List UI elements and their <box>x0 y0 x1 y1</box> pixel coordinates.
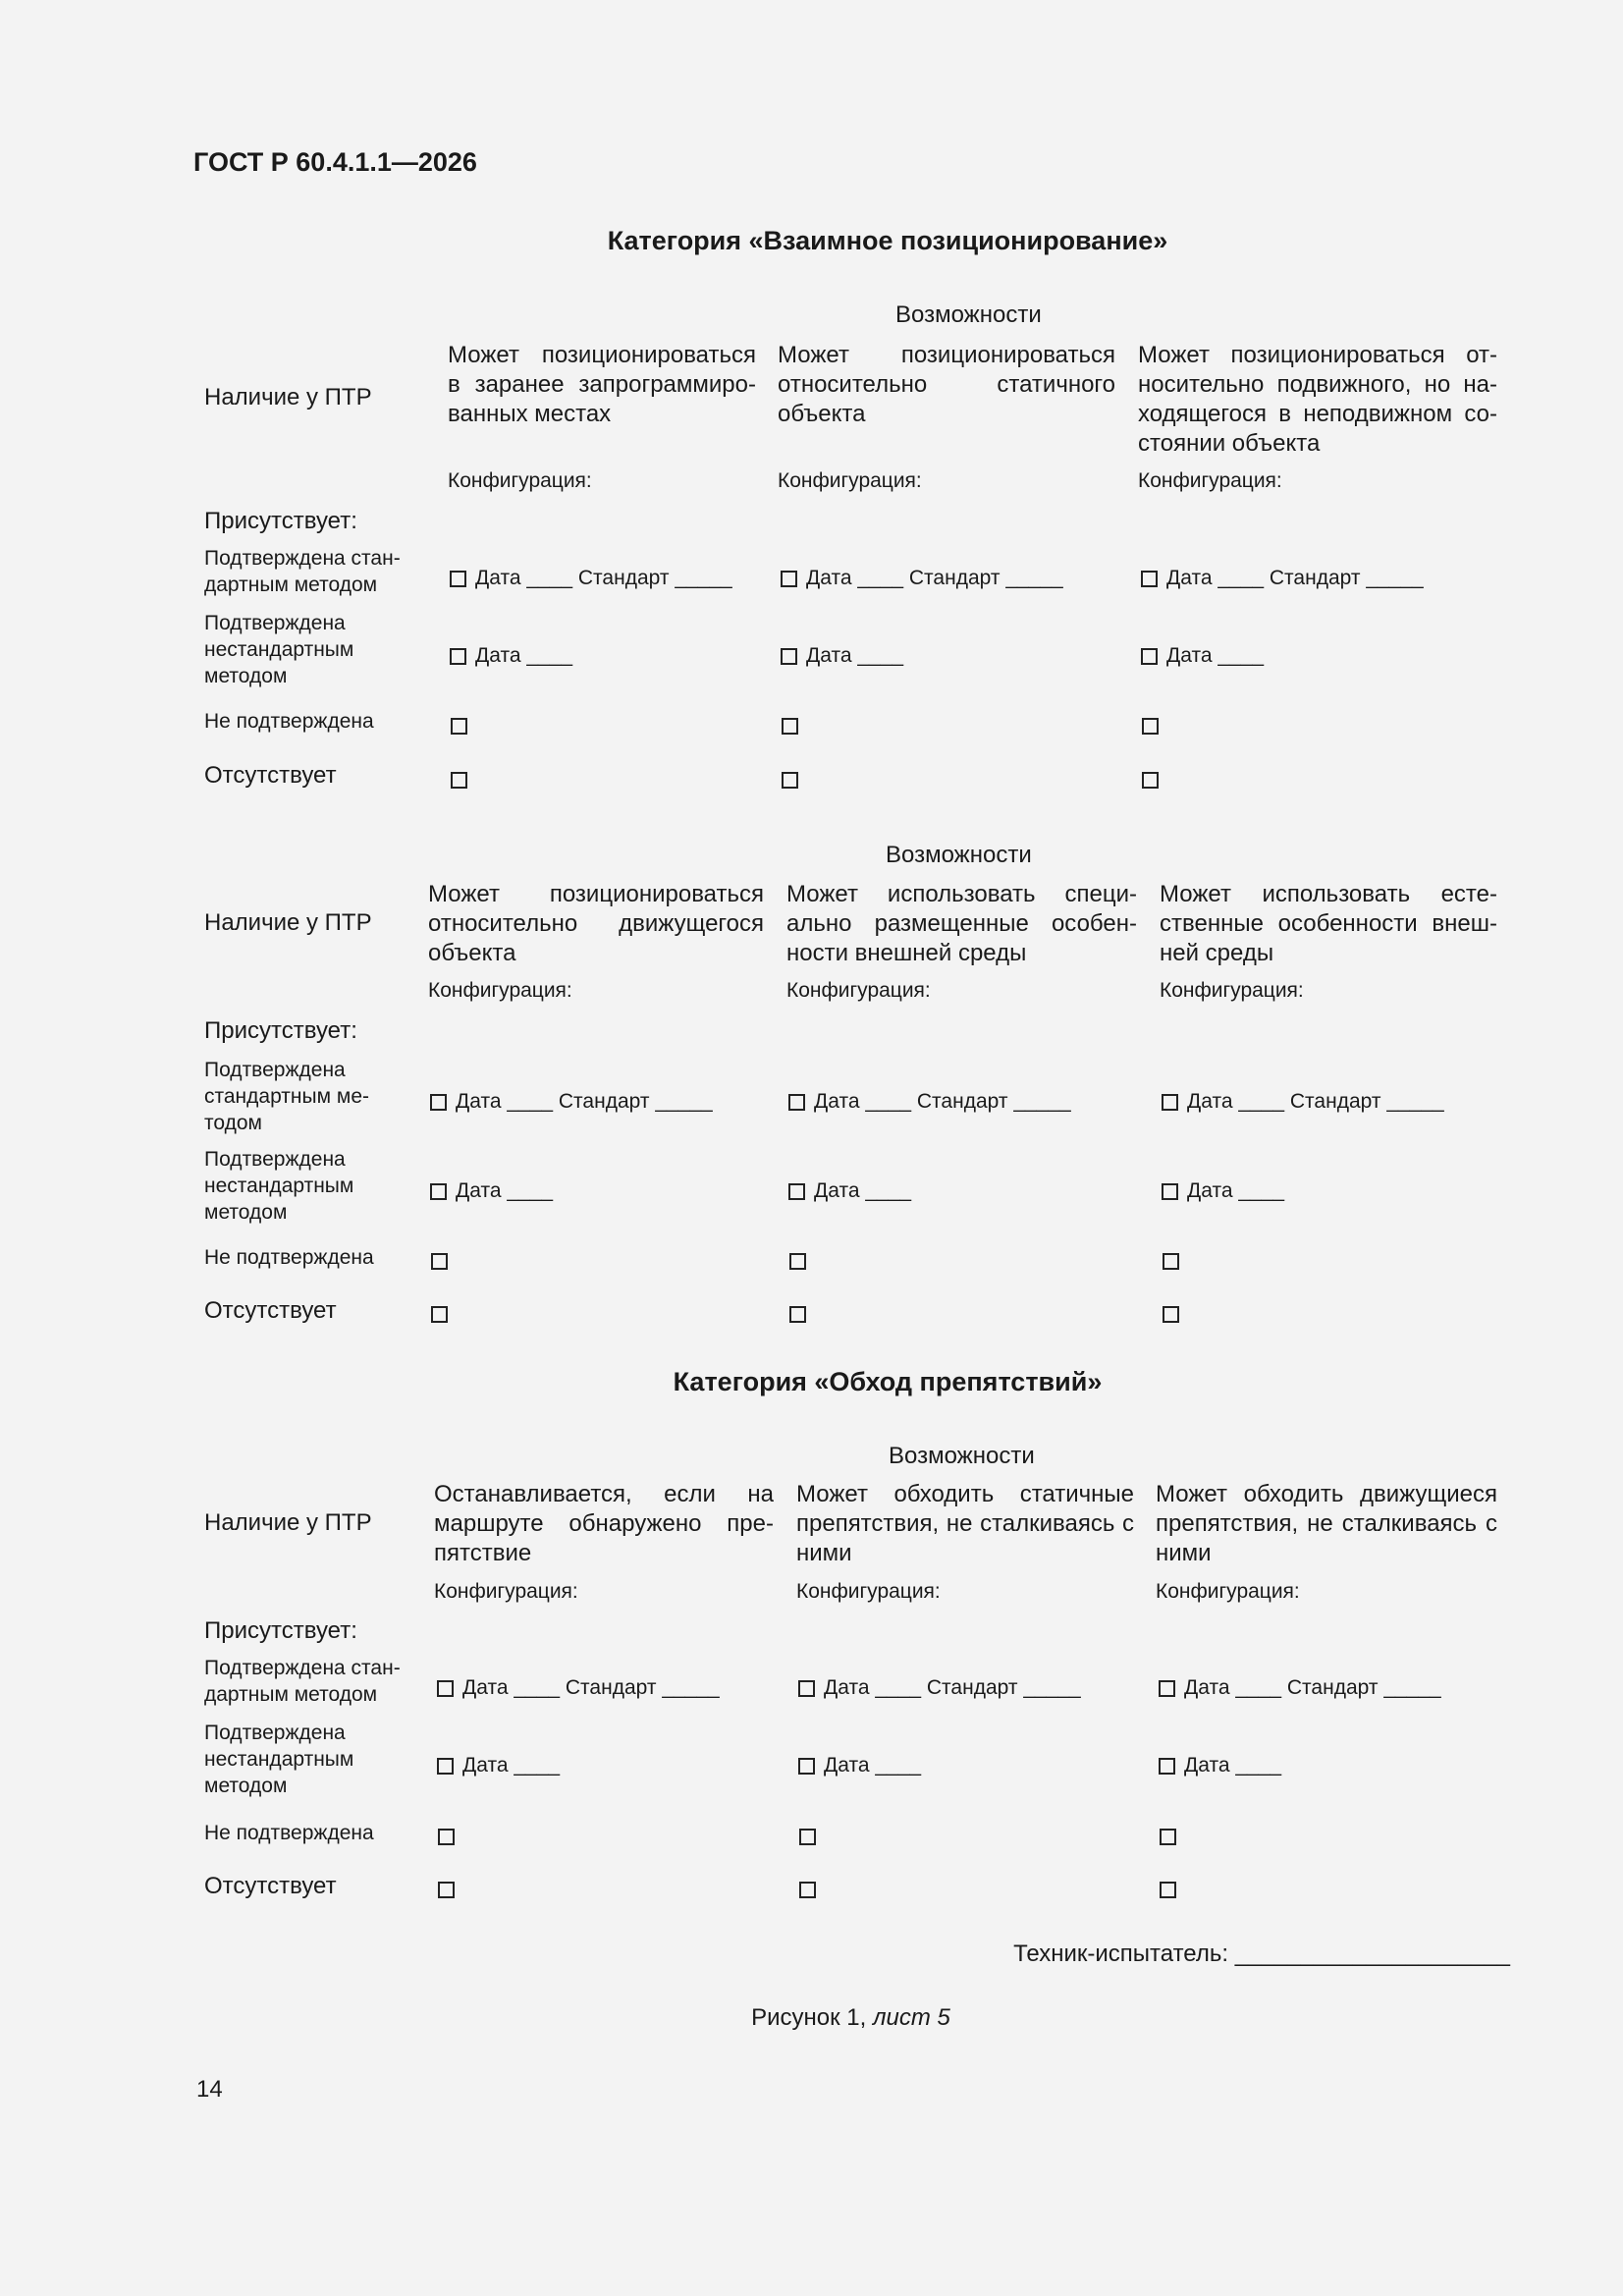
confirm-standard-entry <box>1159 1676 1441 1700</box>
absent-checkbox[interactable] <box>782 772 798 789</box>
capabilities-caption: Возможности <box>895 301 1042 328</box>
confirm-nonstandard-entry <box>781 644 903 668</box>
category-title-obstacles: Категория «Обход препятствий» <box>673 1367 1103 1396</box>
date-text: Дата ____ <box>475 644 573 667</box>
capabilities-caption: Возможности <box>886 842 1032 868</box>
checkbox[interactable] <box>1162 1183 1178 1200</box>
not-confirmed-checkbox[interactable] <box>1163 1253 1179 1270</box>
date-text: Дата ____ <box>814 1179 912 1202</box>
row-label-not-confirmed: Не подтверждена <box>204 1822 374 1844</box>
not-confirmed-checkbox[interactable] <box>1142 718 1159 735</box>
capability-column-2: Может обходить статичные препятствия, не сталкиваясь с ними <box>796 1481 1134 1566</box>
absent-checkbox[interactable] <box>431 1306 448 1323</box>
confirm-standard-entry <box>788 1090 1071 1114</box>
not-confirmed-checkbox[interactable] <box>1160 1829 1176 1845</box>
absent-checkbox[interactable] <box>799 1882 816 1898</box>
configuration-label: Конфигурация: <box>434 1580 578 1603</box>
confirm-standard-entry <box>437 1676 720 1700</box>
configuration-label: Конфигурация: <box>796 1580 941 1603</box>
date-text: Дата ____ <box>462 1754 561 1777</box>
checkbox[interactable] <box>437 1758 454 1775</box>
confirm-nonstandard-entry <box>450 644 572 668</box>
date-text: Дата ____ <box>806 644 904 667</box>
configuration-label: Конфигурация: <box>1156 1580 1300 1603</box>
row-label-absent: Отсутствует <box>204 1297 337 1324</box>
confirm-standard-entry <box>1141 567 1424 590</box>
category-title-positioning: Категория «Взаимное позиционирование» <box>607 226 1168 255</box>
checkbox[interactable] <box>781 571 797 587</box>
absent-checkbox[interactable] <box>789 1306 806 1323</box>
checkbox[interactable] <box>1159 1680 1175 1697</box>
checkbox[interactable] <box>1141 648 1158 665</box>
capability-column-1: Может позиционироваться относительно движущегося объекта <box>428 881 764 966</box>
row-label-confirmed-nonstandard: Подтверждена нестандартным методом <box>204 1148 354 1224</box>
not-confirmed-checkbox[interactable] <box>799 1829 816 1845</box>
confirm-nonstandard-entry <box>430 1179 553 1203</box>
checkbox[interactable] <box>450 648 466 665</box>
row-label-confirmed-standard: Подтверждена стандартным ме-тодом <box>204 1059 369 1134</box>
figure-caption-prefix: Рисунок 1, <box>751 2004 873 2031</box>
checkbox[interactable] <box>1141 571 1158 587</box>
confirm-standard-entry <box>798 1676 1081 1700</box>
present-label: Присутствует: <box>204 508 357 534</box>
present-label: Присутствует: <box>204 1017 357 1044</box>
confirm-nonstandard-entry <box>788 1179 911 1203</box>
checkbox[interactable] <box>781 648 797 665</box>
presence-label: Наличие у ПТР <box>204 909 372 936</box>
date-standard-text: Дата ____ Стандарт _____ <box>1184 1676 1441 1699</box>
date-standard-text: Дата ____ Стандарт _____ <box>1166 567 1424 589</box>
row-label-not-confirmed: Не подтверждена <box>204 1246 374 1269</box>
date-standard-text: Дата ____ Стандарт _____ <box>1187 1090 1444 1113</box>
configuration-label: Конфигурация: <box>1160 979 1304 1002</box>
date-standard-text: Дата ____ Стандарт _____ <box>814 1090 1071 1113</box>
checkbox[interactable] <box>1162 1094 1178 1111</box>
configuration-label: Конфигурация: <box>778 469 922 492</box>
absent-checkbox[interactable] <box>438 1882 455 1898</box>
checkbox[interactable] <box>1159 1758 1175 1775</box>
date-standard-text: Дата ____ Стандарт _____ <box>806 567 1063 589</box>
capability-column-1: Останавливается, если на маршруте обнаружено пре-пятствие <box>434 1481 774 1566</box>
date-text: Дата ____ <box>1166 644 1265 667</box>
date-text: Дата ____ <box>1184 1754 1282 1777</box>
capability-column-3: Может обходить движущиеся препятствия, не сталкиваясь с ними <box>1156 1481 1497 1566</box>
capability-column-3: Может использовать есте-ственные особенности внеш-ней среды <box>1160 881 1497 966</box>
absent-checkbox[interactable] <box>451 772 467 789</box>
capability-column-1: Может позиционироваться в заранее запрограммиро-ванных местах <box>448 342 756 427</box>
date-standard-text: Дата ____ Стандарт _____ <box>456 1090 713 1113</box>
date-text: Дата ____ <box>824 1754 922 1777</box>
checkbox[interactable] <box>437 1680 454 1697</box>
confirm-standard-entry <box>781 567 1063 590</box>
row-label-confirmed-nonstandard: Подтверждена нестандартным методом <box>204 1722 354 1797</box>
date-text: Дата ____ <box>1187 1179 1285 1202</box>
not-confirmed-checkbox[interactable] <box>782 718 798 735</box>
confirm-nonstandard-entry <box>437 1754 560 1777</box>
capability-column-2: Может позиционироваться относительно статичного объекта <box>778 342 1115 427</box>
page-number: 14 <box>196 2076 223 2103</box>
row-label-confirmed-standard: Подтверждена стан-дартным методом <box>204 547 401 596</box>
row-label-absent: Отсутствует <box>204 762 337 789</box>
row-label-absent: Отсутствует <box>204 1873 337 1899</box>
date-standard-text: Дата ____ Стандарт _____ <box>475 567 732 589</box>
capability-column-2: Может использовать специ-ально размещенные особен-ности внешней среды <box>786 881 1137 966</box>
confirm-nonstandard-entry <box>1162 1179 1284 1203</box>
capabilities-caption: Возможности <box>889 1443 1035 1469</box>
technician-signature-line: Техник-испытатель: _____________________ <box>1013 1941 1510 1967</box>
confirm-nonstandard-entry <box>1159 1754 1281 1777</box>
not-confirmed-checkbox[interactable] <box>789 1253 806 1270</box>
absent-checkbox[interactable] <box>1160 1882 1176 1898</box>
configuration-label: Конфигурация: <box>786 979 931 1002</box>
present-label: Присутствует: <box>204 1617 357 1644</box>
row-label-confirmed-standard: Подтверждена стан-дартным методом <box>204 1657 401 1706</box>
row-label-not-confirmed: Не подтверждена <box>204 710 374 733</box>
figure-caption-sheet: лист 5 <box>872 2004 950 2031</box>
figure-caption <box>0 2004 1623 2032</box>
date-standard-text: Дата ____ Стандарт _____ <box>824 1676 1081 1699</box>
date-text: Дата ____ <box>456 1179 554 1202</box>
configuration-label: Конфигурация: <box>428 979 572 1002</box>
confirm-nonstandard-entry <box>798 1754 921 1777</box>
document-id: ГОСТ Р 60.4.1.1—2026 <box>193 147 477 177</box>
checkbox[interactable] <box>430 1094 447 1111</box>
confirm-standard-entry <box>1162 1090 1444 1114</box>
absent-checkbox[interactable] <box>1142 772 1159 789</box>
not-confirmed-checkbox[interactable] <box>438 1829 455 1845</box>
confirm-standard-entry <box>450 567 732 590</box>
configuration-label: Конфигурация: <box>1138 469 1282 492</box>
checkbox[interactable] <box>430 1183 447 1200</box>
absent-checkbox[interactable] <box>1163 1306 1179 1323</box>
checkbox[interactable] <box>450 571 466 587</box>
configuration-label: Конфигурация: <box>448 469 592 492</box>
date-standard-text: Дата ____ Стандарт _____ <box>462 1676 720 1699</box>
checkbox[interactable] <box>798 1680 815 1697</box>
checkbox[interactable] <box>798 1758 815 1775</box>
presence-label: Наличие у ПТР <box>204 384 372 410</box>
row-label-confirmed-nonstandard: Подтверждена нестандартным методом <box>204 612 354 687</box>
presence-label: Наличие у ПТР <box>204 1509 372 1536</box>
not-confirmed-checkbox[interactable] <box>431 1253 448 1270</box>
checkbox[interactable] <box>788 1094 805 1111</box>
checkbox[interactable] <box>788 1183 805 1200</box>
confirm-nonstandard-entry <box>1141 644 1264 668</box>
confirm-standard-entry <box>430 1090 713 1114</box>
not-confirmed-checkbox[interactable] <box>451 718 467 735</box>
capability-column-3: Может позиционироваться от-носительно подвижного, но на-ходящегося в неподвижном со-стоянии объекта <box>1138 342 1497 457</box>
